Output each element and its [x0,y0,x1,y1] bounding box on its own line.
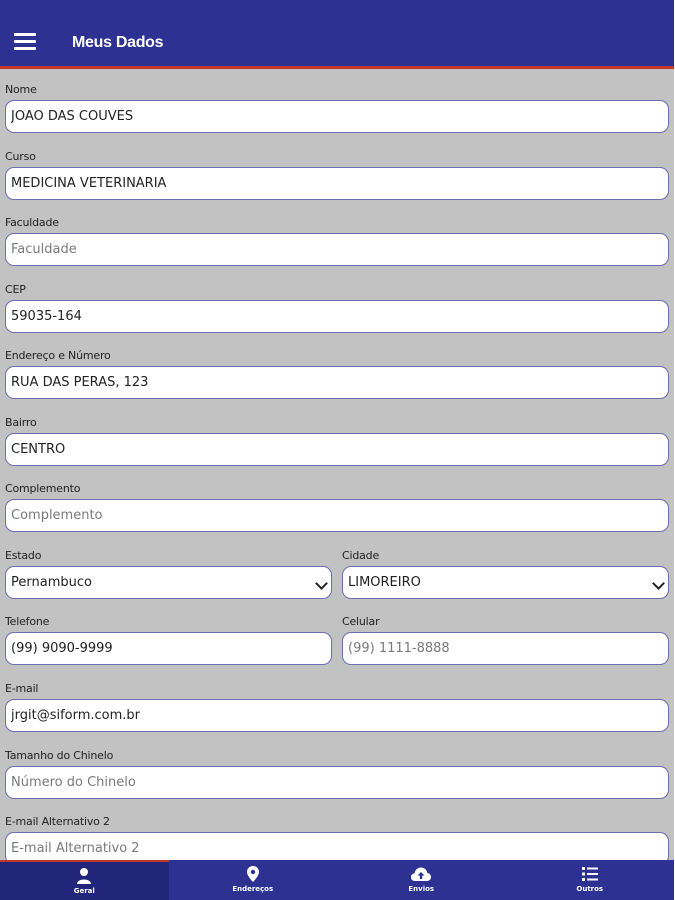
chinelo-label: Tamanho do Chinelo [5,749,114,762]
endereco-input[interactable] [5,366,669,399]
nav-label-envios: Envios [408,885,435,893]
telefone-input[interactable] [5,632,332,665]
nav-label-outros: Outros [576,885,604,893]
cidade-field-group [342,549,669,601]
curso-input[interactable] [5,167,669,200]
cloud-upload-icon [410,865,432,883]
telefone-field-group [5,615,332,667]
chinelo-input[interactable] [5,766,669,799]
complemento-label: Complemento [5,482,81,495]
cep-label: CEP [5,283,26,296]
curso-label: Curso [5,150,36,163]
nav-tab-outros[interactable] [506,860,675,900]
cidade-select[interactable]: LIMOREIRO [342,566,669,599]
chinelo-field-group [5,749,669,801]
curso-field-group [5,150,669,202]
bairro-label: Bairro [5,416,37,429]
person-icon [76,867,92,885]
list-icon [581,865,599,883]
complemento-field-group [5,482,669,534]
email-input[interactable] [5,699,669,732]
cep-input[interactable] [5,300,669,333]
telefone-label: Telefone [5,615,50,628]
email-alt-input[interactable] [5,832,669,860]
celular-input[interactable] [342,632,669,665]
bairro-input[interactable] [5,433,669,466]
email-alt-field-group [5,815,669,860]
profile-form [0,69,674,860]
complemento-input[interactable] [5,499,669,532]
email-label: E-mail [5,682,39,695]
nome-input[interactable] [5,100,669,133]
email-alt-label: E-mail Alternativo 2 [5,815,110,828]
nome-field-group [5,83,669,135]
celular-label: Celular [342,615,380,628]
page-title: Meus Dados [72,34,164,51]
nav-label-enderecos: Endereços [232,885,274,893]
nav-tab-geral[interactable] [0,860,169,900]
nav-tab-enderecos[interactable] [169,860,338,900]
celular-field-group [342,615,669,667]
top-app-bar [0,0,674,69]
faculdade-field-group [5,216,669,268]
estado-field-group [5,549,332,601]
cep-field-group [5,283,669,335]
faculdade-input[interactable] [5,233,669,266]
endereco-field-group [5,349,669,401]
estado-select[interactable]: Pernambuco [5,566,332,599]
nome-label: Nome [5,83,37,96]
bairro-field-group [5,416,669,468]
endereco-label: Endereço e Número [5,349,111,362]
hamburger-menu-icon[interactable] [14,33,36,51]
nav-label-geral: Geral [73,887,95,895]
cidade-label: Cidade [342,549,380,562]
faculdade-label: Faculdade [5,216,59,229]
nav-tab-envios[interactable] [337,860,506,900]
bottom-navigation [0,860,674,900]
estado-label: Estado [5,549,42,562]
email-field-group [5,682,669,734]
location-pin-icon [246,865,260,883]
